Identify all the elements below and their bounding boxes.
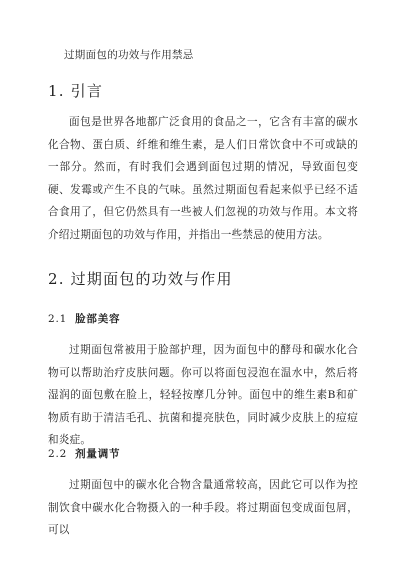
subsection-title: 剂量调节 (75, 448, 121, 460)
subsection-heading-face-beauty (48, 311, 120, 326)
section-heading-effects: 2. 过期面包的功效与作用 (48, 270, 233, 288)
subsection-number: 2.1 (48, 313, 68, 325)
face-beauty-paragraph: 过期面包常被用于脸部护理，因为面包中的酵母和碳水化合物可以帮助治疗皮肤问题。你可以将面包浸泡在温水中，然后将湿润的面包敷在脸上，轻轻按摩几分钟。面包中的维生素B和矿物质有助于清洁毛孔、抗菌和提亮肤色，同时减少皮肤上的痘痘和炎症。 (48, 344, 358, 446)
subsection-number: 2.2 (48, 448, 68, 460)
section-heading-introduction: 1. 引言 (48, 82, 104, 100)
subsection-heading-dosage (48, 446, 120, 461)
document-title: 过期面包的功效与作用禁忌 (64, 49, 194, 61)
dosage-paragraph: 过期面包中的碳水化合物含量通常较高，因此它可以作为控制饮食中碳水化合物摄入的一种手段。将过期面包变成面包屑，可以 (48, 479, 358, 536)
introduction-paragraph: 面包是世界各地都广泛食用的食品之一，它含有丰富的碳水化合物、蛋白质、纤维和维生素，是人们日常饮食中不可或缺的一部分。然而，有时我们会遇到面包过期的情况，导致面包变硬、发霉或产生不良的气味。虽然过期面包看起来似乎已经不适合食用了，但它仍然具有一些被人们忽视的功效与作用。本文将介绍过期面包的功效与作用，并指出一些禁忌的使用方法。 (48, 116, 358, 241)
subsection-title: 脸部美容 (75, 313, 121, 325)
